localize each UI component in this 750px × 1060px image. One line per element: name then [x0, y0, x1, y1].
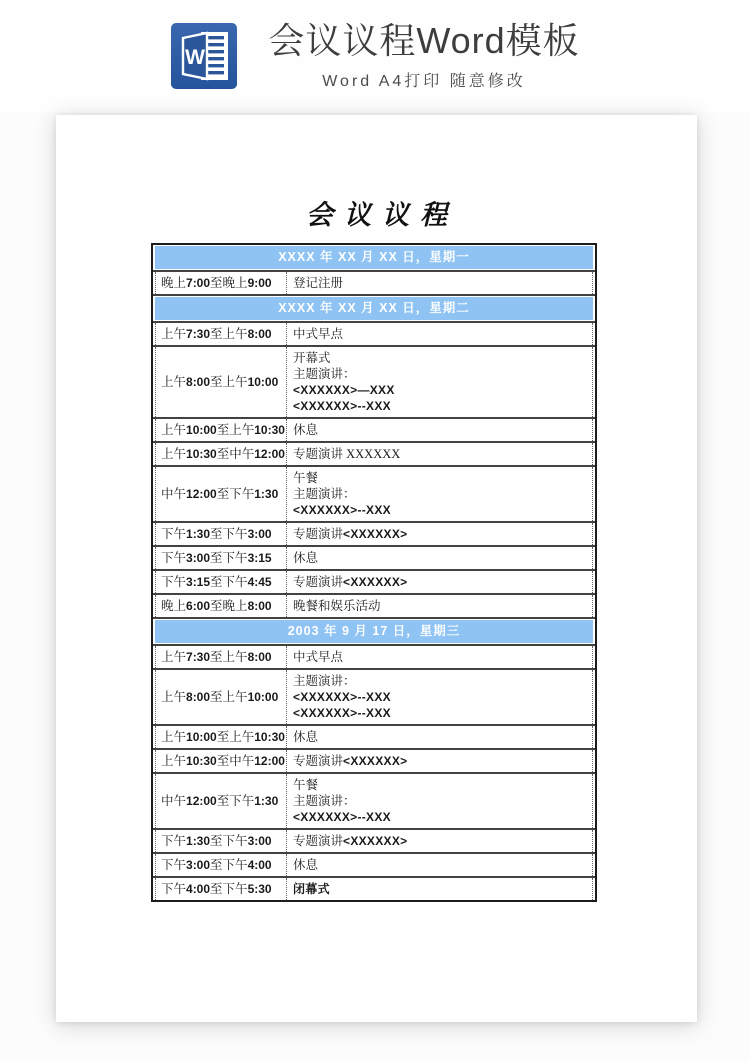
- time-text: 12:00: [186, 793, 217, 808]
- content-line: [293, 422, 588, 438]
- time-cell: [155, 323, 286, 345]
- content-text: 主题演讲：: [293, 487, 356, 501]
- time-text: 至下午: [216, 793, 255, 808]
- time-cell: [155, 547, 286, 569]
- time-text: 4:45: [247, 574, 272, 589]
- day-header: 2003 年 9 月 17 日，星期三: [155, 620, 593, 643]
- time-text: 8:00: [186, 689, 211, 704]
- time-text: 9:00: [247, 275, 272, 290]
- time-text: 至下午: [210, 881, 248, 896]
- content-text: 专题演讲: [293, 527, 344, 541]
- content-cell: [286, 750, 593, 772]
- word-icon: [170, 22, 238, 90]
- content-line: [293, 598, 588, 614]
- time-text: 1:30: [186, 526, 211, 541]
- content-line: [293, 470, 588, 486]
- content-text: 午餐: [293, 778, 319, 792]
- content-cell: [286, 830, 593, 852]
- time-text: 至上午: [216, 422, 255, 437]
- content-line: [293, 689, 588, 705]
- content-bold-text: <XXXXXX>--XXX: [293, 706, 391, 720]
- agenda-item-row: [153, 321, 595, 345]
- time-text: 7:30: [186, 326, 211, 341]
- time-text: 至中午: [216, 446, 255, 461]
- time-text: 至上午: [210, 374, 248, 389]
- content-text: 晚餐和娱乐活动: [293, 599, 381, 613]
- content-bold-text: 闭幕式: [293, 882, 330, 896]
- time-text: 下午: [161, 574, 187, 589]
- content-text: 中式早点: [293, 327, 344, 341]
- content-bold-text: <XXXXXX>: [343, 754, 408, 768]
- time-cell: [155, 523, 286, 545]
- site-header: [0, 0, 750, 112]
- agenda-table: [151, 243, 597, 902]
- content-cell: [286, 443, 593, 465]
- day-header: XXXX 年 XX 月 XX 日，星期一: [155, 246, 593, 269]
- time-cell: [155, 272, 286, 294]
- content-line: [293, 793, 588, 809]
- content-text: 专题演讲: [293, 754, 344, 768]
- agenda-item-row: [153, 465, 595, 521]
- content-line: [293, 574, 588, 590]
- content-line: [293, 705, 588, 721]
- time-text: 至下午: [210, 550, 248, 565]
- content-cell: [286, 595, 593, 617]
- day-header: XXXX 年 XX 月 XX 日，星期二: [155, 297, 593, 320]
- agenda-item-row: [153, 345, 595, 417]
- time-text: 下午: [161, 550, 187, 565]
- agenda-day-row: [153, 245, 595, 270]
- time-cell: [155, 670, 286, 724]
- time-cell: [155, 750, 286, 772]
- content-text: 主题演讲：: [293, 794, 356, 808]
- content-line: [293, 833, 588, 849]
- time-text: 下午: [161, 833, 187, 848]
- content-cell: [286, 419, 593, 441]
- document-title: 会议议程: [306, 200, 458, 231]
- agenda-day-row: [153, 294, 595, 321]
- content-cell: [286, 323, 593, 345]
- content-line: [293, 366, 588, 382]
- time-text: 8:00: [247, 598, 272, 613]
- time-text: 至下午: [210, 833, 248, 848]
- content-cell: [286, 670, 593, 724]
- time-cell: [155, 443, 286, 465]
- time-text: 至上午: [210, 689, 248, 704]
- time-text: 12:00: [186, 486, 217, 501]
- content-cell: [286, 347, 593, 417]
- content-line: [293, 673, 588, 689]
- time-cell: [155, 571, 286, 593]
- content-bold-text: <XXXXXX>: [343, 575, 408, 589]
- content-line: [293, 398, 588, 414]
- agenda-item-row: [153, 668, 595, 724]
- time-text: 至下午: [210, 574, 248, 589]
- header-text: [268, 21, 579, 91]
- content-line: [293, 502, 588, 518]
- time-text: 3:00: [186, 857, 211, 872]
- time-text: 下午: [161, 526, 187, 541]
- time-text: 上午: [161, 374, 187, 389]
- time-cell: [155, 467, 286, 521]
- time-text: 至上午: [210, 649, 248, 664]
- agenda-item-row: [153, 593, 595, 617]
- time-text: 1:30: [254, 793, 279, 808]
- content-cell: [286, 547, 593, 569]
- content-line: [293, 729, 588, 745]
- time-text: 8:00: [247, 649, 272, 664]
- time-text: 10:00: [186, 729, 217, 744]
- time-text: 至下午: [210, 857, 248, 872]
- time-text: 至上午: [216, 729, 255, 744]
- content-text: 开幕式: [293, 351, 331, 365]
- content-line: [293, 350, 588, 366]
- time-text: 10:00: [186, 422, 217, 437]
- content-text: 登记注册: [293, 276, 344, 290]
- content-line: [293, 550, 588, 566]
- content-line: [293, 526, 588, 542]
- agenda-item-row: [153, 270, 595, 294]
- content-bold-text: <XXXXXX>—XXX: [293, 383, 395, 397]
- content-bold-text: <XXXXXX>--XXX: [293, 690, 391, 704]
- time-text: 至下午: [216, 486, 255, 501]
- agenda-item-row: [153, 521, 595, 545]
- time-text: 5:30: [247, 881, 272, 896]
- time-text: 4:00: [186, 881, 211, 896]
- word-icon-letter: W: [185, 46, 206, 69]
- time-cell: [155, 646, 286, 668]
- time-cell: [155, 854, 286, 876]
- content-line: [293, 857, 588, 873]
- word-logo-icon: [170, 22, 238, 90]
- content-text: 专题演讲: [293, 575, 344, 589]
- time-text: 中午: [161, 486, 187, 501]
- content-bold-text: <XXXXXX>--XXX: [293, 810, 391, 824]
- content-line: [293, 777, 588, 793]
- content-cell: [286, 571, 593, 593]
- content-bold-text: <XXXXXX>--XXX: [293, 503, 391, 517]
- time-text: 3:15: [247, 550, 272, 565]
- time-cell: [155, 774, 286, 828]
- time-text: 12:00: [254, 446, 285, 461]
- time-text: 晚上: [161, 275, 187, 290]
- document-page: [56, 115, 697, 1022]
- agenda-item-row: [153, 876, 595, 900]
- content-line: [293, 809, 588, 825]
- content-bold-text: <XXXXXX>: [343, 527, 408, 541]
- time-text: 至晚上: [210, 275, 248, 290]
- time-text: 下午: [161, 881, 187, 896]
- time-text: 12:00: [254, 753, 285, 768]
- time-cell: [155, 419, 286, 441]
- content-line: [293, 649, 588, 665]
- time-text: 7:00: [186, 275, 211, 290]
- time-text: 至晚上: [210, 598, 248, 613]
- time-text: 至中午: [216, 753, 255, 768]
- time-text: 上午: [161, 446, 187, 461]
- time-text: 上午: [161, 649, 187, 664]
- time-text: 10:30: [254, 729, 285, 744]
- time-text: 8:00: [186, 374, 211, 389]
- agenda-item-row: [153, 569, 595, 593]
- content-line: [293, 446, 588, 462]
- content-text: 休息: [293, 730, 319, 744]
- content-line: [293, 382, 588, 398]
- content-bold-text: <XXXXXX>: [343, 834, 408, 848]
- time-text: 上午: [161, 422, 187, 437]
- content-text: 休息: [293, 858, 319, 872]
- time-text: 上午: [161, 729, 187, 744]
- time-text: 10:00: [247, 689, 279, 704]
- content-bold-text: <XXXXXX>--XXX: [293, 399, 391, 413]
- time-text: 3:00: [186, 550, 211, 565]
- time-cell: [155, 347, 286, 417]
- agenda-item-row: [153, 545, 595, 569]
- agenda-item-row: [153, 417, 595, 441]
- time-text: 1:30: [254, 486, 279, 501]
- time-text: 10:30: [186, 753, 217, 768]
- content-line: [293, 275, 588, 291]
- content-cell: [286, 878, 593, 900]
- content-cell: [286, 523, 593, 545]
- content-cell: [286, 726, 593, 748]
- content-cell: [286, 774, 593, 828]
- time-text: 10:30: [186, 446, 217, 461]
- content-text: 休息: [293, 423, 319, 437]
- time-text: 上午: [161, 753, 187, 768]
- content-text: 休息: [293, 551, 319, 565]
- time-text: 中午: [161, 793, 187, 808]
- content-text: 主题演讲：: [293, 674, 356, 688]
- time-text: 8:00: [247, 326, 272, 341]
- agenda-day-row: [153, 617, 595, 644]
- time-text: 10:00: [247, 374, 279, 389]
- time-text: 上午: [161, 326, 187, 341]
- content-line: [293, 881, 588, 897]
- agenda-item-row: [153, 724, 595, 748]
- content-cell: [286, 854, 593, 876]
- time-cell: [155, 726, 286, 748]
- content-text: 专题演讲 XXXXXX: [293, 447, 401, 461]
- content-cell: [286, 272, 593, 294]
- agenda-item-row: [153, 748, 595, 772]
- content-cell: [286, 646, 593, 668]
- template-title: 会议议程Word模板: [268, 20, 580, 61]
- time-text: 上午: [161, 689, 187, 704]
- time-text: 晚上: [161, 598, 187, 613]
- agenda-item-row: [153, 828, 595, 852]
- agenda-item-row: [153, 852, 595, 876]
- time-text: 3:15: [186, 574, 211, 589]
- time-cell: [155, 830, 286, 852]
- agenda-item-row: [153, 772, 595, 828]
- time-text: 1:30: [186, 833, 211, 848]
- time-text: 6:00: [186, 598, 211, 613]
- template-subtitle: Word A4打印 随意修改: [322, 73, 526, 90]
- time-text: 4:00: [247, 857, 272, 872]
- time-text: 至上午: [210, 326, 248, 341]
- agenda-item-row: [153, 644, 595, 668]
- agenda-item-row: [153, 441, 595, 465]
- time-cell: [155, 878, 286, 900]
- content-line: [293, 753, 588, 769]
- time-text: 下午: [161, 857, 187, 872]
- content-cell: [286, 467, 593, 521]
- time-cell: [155, 595, 286, 617]
- content-line: [293, 486, 588, 502]
- time-text: 10:30: [254, 422, 285, 437]
- time-text: 3:00: [247, 833, 272, 848]
- time-text: 3:00: [247, 526, 272, 541]
- time-text: 至下午: [210, 526, 248, 541]
- content-text: 中式早点: [293, 650, 344, 664]
- content-text: 午餐: [293, 471, 319, 485]
- content-text: 主题演讲：: [293, 367, 356, 381]
- content-line: [293, 326, 588, 342]
- content-text: 专题演讲: [293, 834, 344, 848]
- time-text: 7:30: [186, 649, 211, 664]
